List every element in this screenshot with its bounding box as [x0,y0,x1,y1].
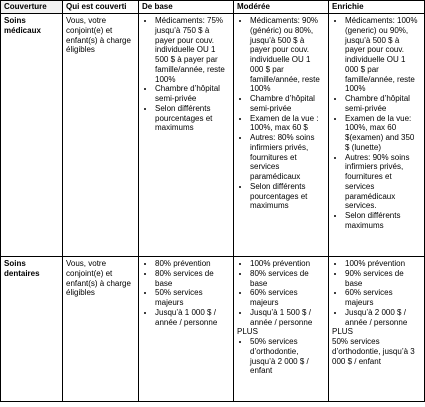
row-label-medical: Soins médicaux [1,14,63,257]
list-item: • Médicaments: 90% (généric) ou 80%, jusqu’à 500 $ à payer pour couv. individuelle OU 1 000 $ par famille/année, reste 100% [250,16,325,94]
cell-dental-base [139,257,234,402]
orthodontics-note: 50% services d’orthodontie, jusqu’à 3 000 $ / enfant [332,337,415,366]
header-who: Qui est couverti [63,1,139,14]
cell-medical-base [139,14,234,257]
list-item: • Autres: 80% soins infirmiers privés, fournitures et services paramédicaux [250,133,325,182]
dental-moderate-list-extra [237,337,325,376]
plus-label: PLUS [237,327,258,337]
list-item: • Jusqu’à 1 000 $ / année / personne [155,308,230,328]
medical-base-list [142,16,230,133]
list-item: • Examen de la vue : 100%, max 60 $ [250,114,325,134]
who-dental: Vous, votre conjoint(e) et enfant(s) à charge éligibles [63,257,139,402]
dental-base-list [142,259,230,327]
list-item: • 80% services de base [155,269,230,289]
cell-medical-moderate [234,14,329,257]
table-row-medical [1,14,425,257]
list-item: • 60% services majeurs [345,288,421,308]
list-item: • 90% services de base [345,269,421,289]
list-item: • 50% services d’orthodontie, jusqu’à 2 000 $ / enfant [250,337,325,376]
cell-medical-enriched [329,14,425,257]
table-row-dental [1,257,425,402]
list-item: • 80% services de base [250,269,325,289]
list-item: • Autres: 90% soins infirmiers privés, fournitures et services paramédicaux services. [345,153,421,212]
list-item: • Selon différents pourcentages et maximums [250,182,325,211]
list-item [250,308,325,328]
medical-moderate-list [237,16,325,211]
list-item: • Chambre d’hôpital semi-privée [345,94,421,114]
list-item: • Chambre d’hôpital semi-privée [155,84,230,104]
list-item: • Selon différents maximums [345,211,421,231]
header-base: De base [139,1,234,14]
medical-enriched-list [332,16,421,231]
plus-label: PLUS [332,327,353,337]
list-item: • Selon différents pourcentages et maximums [155,104,230,133]
list-item: • Chambre d’hôpital semi-privée [250,94,325,114]
header-enriched: Enrichie [329,1,425,14]
list-item: • Examen de la vue: 100%, max 60 $(examen) and 350 $ (lunette) [345,114,421,153]
cell-dental-enriched [329,257,425,402]
list-item: • 80% prévention [155,259,230,269]
list-item: • 100% prévention [250,259,325,269]
list-item: • Jusqu’à 2 000 $ / année / personne [345,308,421,328]
list-item: • 50% services majeurs [155,288,230,308]
who-medical: Vous, votre conjoint(e) et enfant(s) à charge éligibles [63,14,139,257]
dental-moderate-list [237,259,325,327]
cell-dental-moderate [234,257,329,402]
header-moderate: Modérée [234,1,329,14]
list-item: • 60% services majeurs [250,288,325,308]
table-header [1,1,425,14]
header-coverage: Couverture [1,1,63,14]
dental-enriched-list [332,259,421,327]
item-text: Jusqu’à 1 500 $ / année / personne [250,307,313,327]
list-item: • 100% prévention [345,259,421,269]
list-item: • Médicaments: 100% (generic) ou 90%, jusqu’à 500 $ à payer pour couv. individuelle OU 1 000 $ par famille/année, reste 100% [345,16,421,94]
list-item: • Médicaments: 75% jusqu’à 750 $ à payer pour couv. individuelle OU 1 500 $ à payer par famille/année, reste 100% [155,16,230,84]
row-label-dental: Soins dentaires [1,257,63,402]
header-row [1,1,425,14]
